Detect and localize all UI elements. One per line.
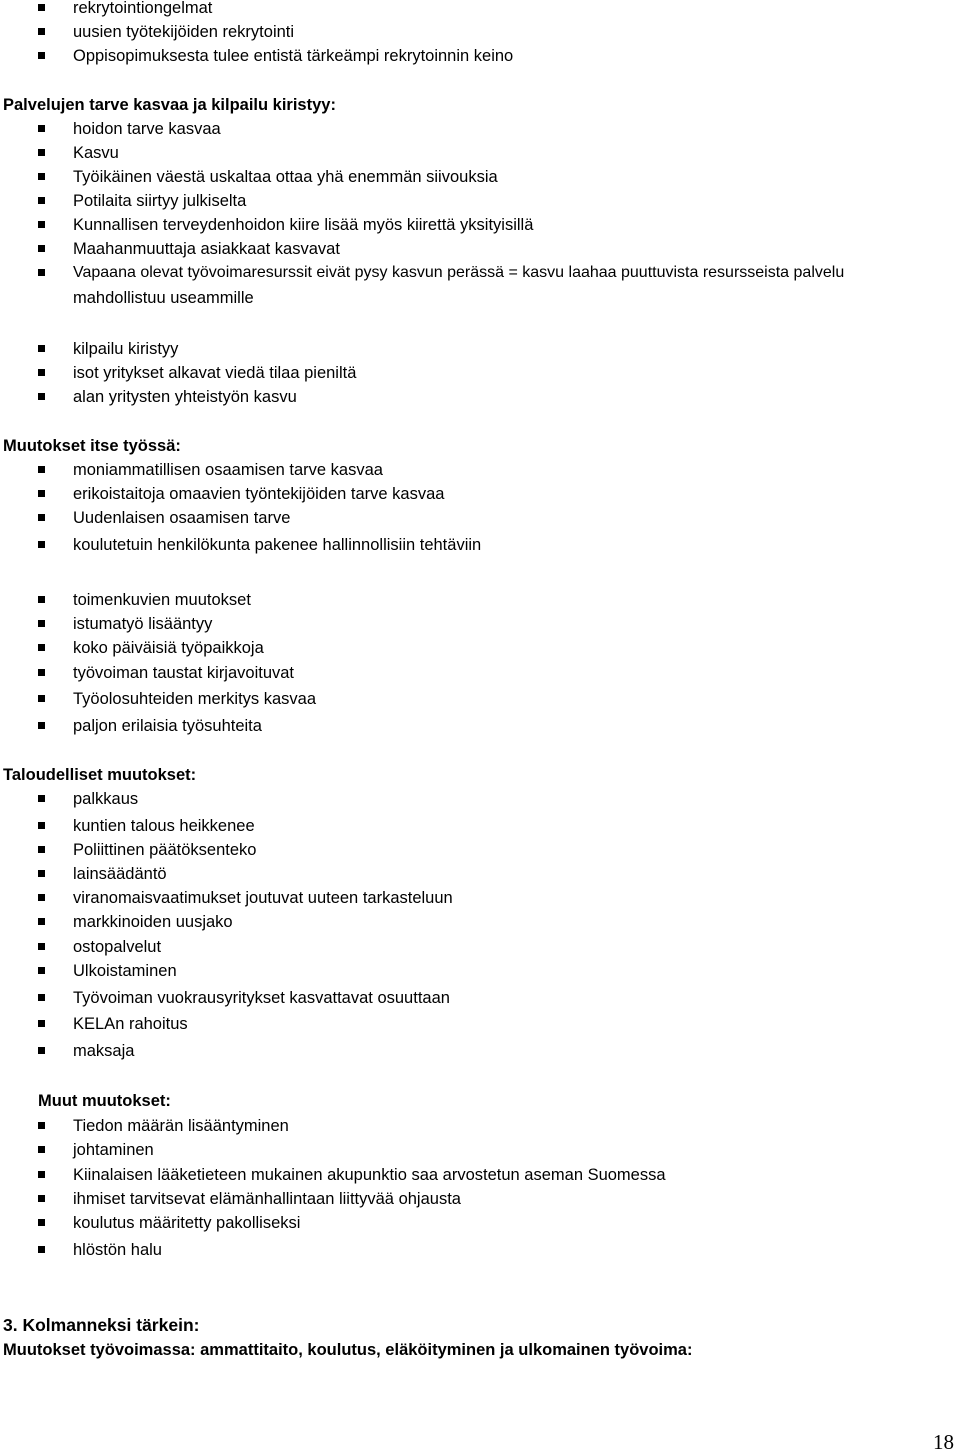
list-item: markkinoiden uusjako (73, 913, 233, 931)
bullet-icon (38, 125, 45, 132)
list-item: koko päiväisiä työpaikkoja (73, 639, 264, 657)
list-item: Kasvu (73, 144, 119, 162)
list-item: Kunnallisen terveydenhoidon kiire lisää myös kiirettä yksityisillä (73, 216, 534, 234)
section-heading: Palvelujen tarve kasvaa ja kilpailu kiristyy: (3, 96, 336, 114)
list-item: kuntien talous heikkenee (73, 817, 255, 835)
bullet-icon (38, 695, 45, 702)
bullet-icon (38, 245, 45, 252)
list-item: työvoiman taustat kirjavoituvat (73, 664, 295, 682)
bullet-icon (38, 221, 45, 228)
list-item: Työvoiman vuokrausyritykset kasvattavat osuuttaan (73, 989, 450, 1007)
bullet-icon (38, 669, 45, 676)
list-item: moniammatillisen osaamisen tarve kasvaa (73, 461, 383, 479)
list-item: palkkaus (73, 790, 139, 808)
list-item: koulutetuin henkilökunta pakenee hallinnollisiin tehtäviin (73, 536, 482, 554)
bullet-icon (38, 369, 45, 376)
list-item: Tiedon määrän lisääntyminen (73, 1117, 289, 1135)
section-heading: 3. Kolmanneksi tärkein: (3, 1315, 200, 1335)
list-item: istumatyö lisääntyy (73, 615, 213, 633)
list-item: Kiinalaisen lääketieteen mukainen akupunktio saa arvostetun aseman Suomessa (73, 1166, 666, 1184)
list-item: ihmiset tarvitsevat elämänhallintaan liittyvää ohjausta (73, 1190, 461, 1208)
bullet-icon (38, 644, 45, 651)
bullet-icon (38, 1020, 45, 1027)
list-item: KELAn rahoitus (73, 1015, 188, 1033)
bullet-icon (38, 822, 45, 829)
bullet-icon (38, 1246, 45, 1253)
list-item: Potilaita siirtyy julkiselta (73, 192, 247, 210)
list-item: erikoistaitoja omaavien työntekijöiden tarve kasvaa (73, 485, 445, 503)
bullet-icon (38, 1047, 45, 1054)
list-item: kilpailu kiristyy (73, 340, 179, 358)
list-item: lainsäädäntö (73, 865, 167, 883)
section-heading: Muut muutokset: (38, 1092, 171, 1110)
bullet-icon (38, 490, 45, 497)
bullet-icon (38, 620, 45, 627)
bullet-icon (38, 197, 45, 204)
list-item: Oppisopimuksesta tulee entistä tärkeämpi rekrytoinnin keino (73, 47, 514, 65)
list-item: koulutus määritetty pakolliseksi (73, 1214, 301, 1232)
bullet-icon (38, 846, 45, 853)
bullet-icon (38, 149, 45, 156)
bullet-icon (38, 541, 45, 548)
bullet-icon (38, 52, 45, 59)
section-heading: Muutokset itse työssä: (3, 437, 181, 455)
list-item: viranomaisvaatimukset joutuvat uuteen tarkasteluun (73, 889, 453, 907)
bullet-icon (38, 1219, 45, 1226)
bullet-icon (38, 393, 45, 400)
bullet-icon (38, 1146, 45, 1153)
bullet-icon (38, 596, 45, 603)
list-item: Työolosuhteiden merkitys kasvaa (73, 690, 317, 708)
section-subheading: Muutokset työvoimassa: ammattitaito, koulutus, eläköityminen ja ulkomainen työvoima: (3, 1341, 693, 1359)
bullet-icon (38, 1195, 45, 1202)
list-item: alan yritysten yhteistyön kasvu (73, 388, 297, 406)
list-item: johtaminen (73, 1141, 154, 1159)
bullet-icon (38, 894, 45, 901)
bullet-icon (38, 514, 45, 521)
bullet-icon (38, 967, 45, 974)
list-item: paljon erilaisia työsuhteita (73, 717, 262, 735)
page-number: 18 (933, 1430, 954, 1454)
bullet-icon (38, 870, 45, 877)
bullet-icon (38, 28, 45, 35)
list-item: hlöstön halu (73, 1241, 162, 1259)
list-item: hoidon tarve kasvaa (73, 120, 221, 138)
bullet-icon (38, 466, 45, 473)
list-item: ostopalvelut (73, 938, 162, 956)
section-heading: Taloudelliset muutokset: (3, 766, 197, 784)
list-item: rekrytointiongelmat (73, 0, 213, 17)
list-item-continuation: mahdollistuu useammille (73, 289, 254, 307)
list-item: Työikäinen väestä uskaltaa ottaa yhä enemmän siivouksia (73, 168, 498, 186)
list-item: isot yritykset alkavat viedä tilaa pieniltä (73, 364, 357, 382)
list-item: toimenkuvien muutokset (73, 591, 251, 609)
list-item: Ulkoistaminen (73, 962, 177, 980)
bullet-icon (38, 345, 45, 352)
list-item: uusien työtekijöiden rekrytointi (73, 23, 295, 41)
list-item: Vapaana olevat työvoimaresurssit eivät pysy kasvun perässä = kasvu laahaa puuttuvista resursseista palvelu (73, 264, 845, 281)
bullet-icon (38, 943, 45, 950)
bullet-icon (38, 722, 45, 729)
bullet-icon (38, 795, 45, 802)
list-item: maksaja (73, 1042, 135, 1060)
bullet-icon (38, 1122, 45, 1129)
bullet-icon (38, 173, 45, 180)
bullet-icon (38, 1171, 45, 1178)
list-item: Poliittinen päätöksenteko (73, 841, 257, 859)
list-item: Uudenlaisen osaamisen tarve (73, 509, 291, 527)
bullet-icon (38, 269, 45, 276)
bullet-icon (38, 994, 45, 1001)
list-item: Maahanmuuttaja asiakkaat kasvavat (73, 240, 340, 258)
bullet-icon (38, 918, 45, 925)
bullet-icon (38, 4, 45, 11)
